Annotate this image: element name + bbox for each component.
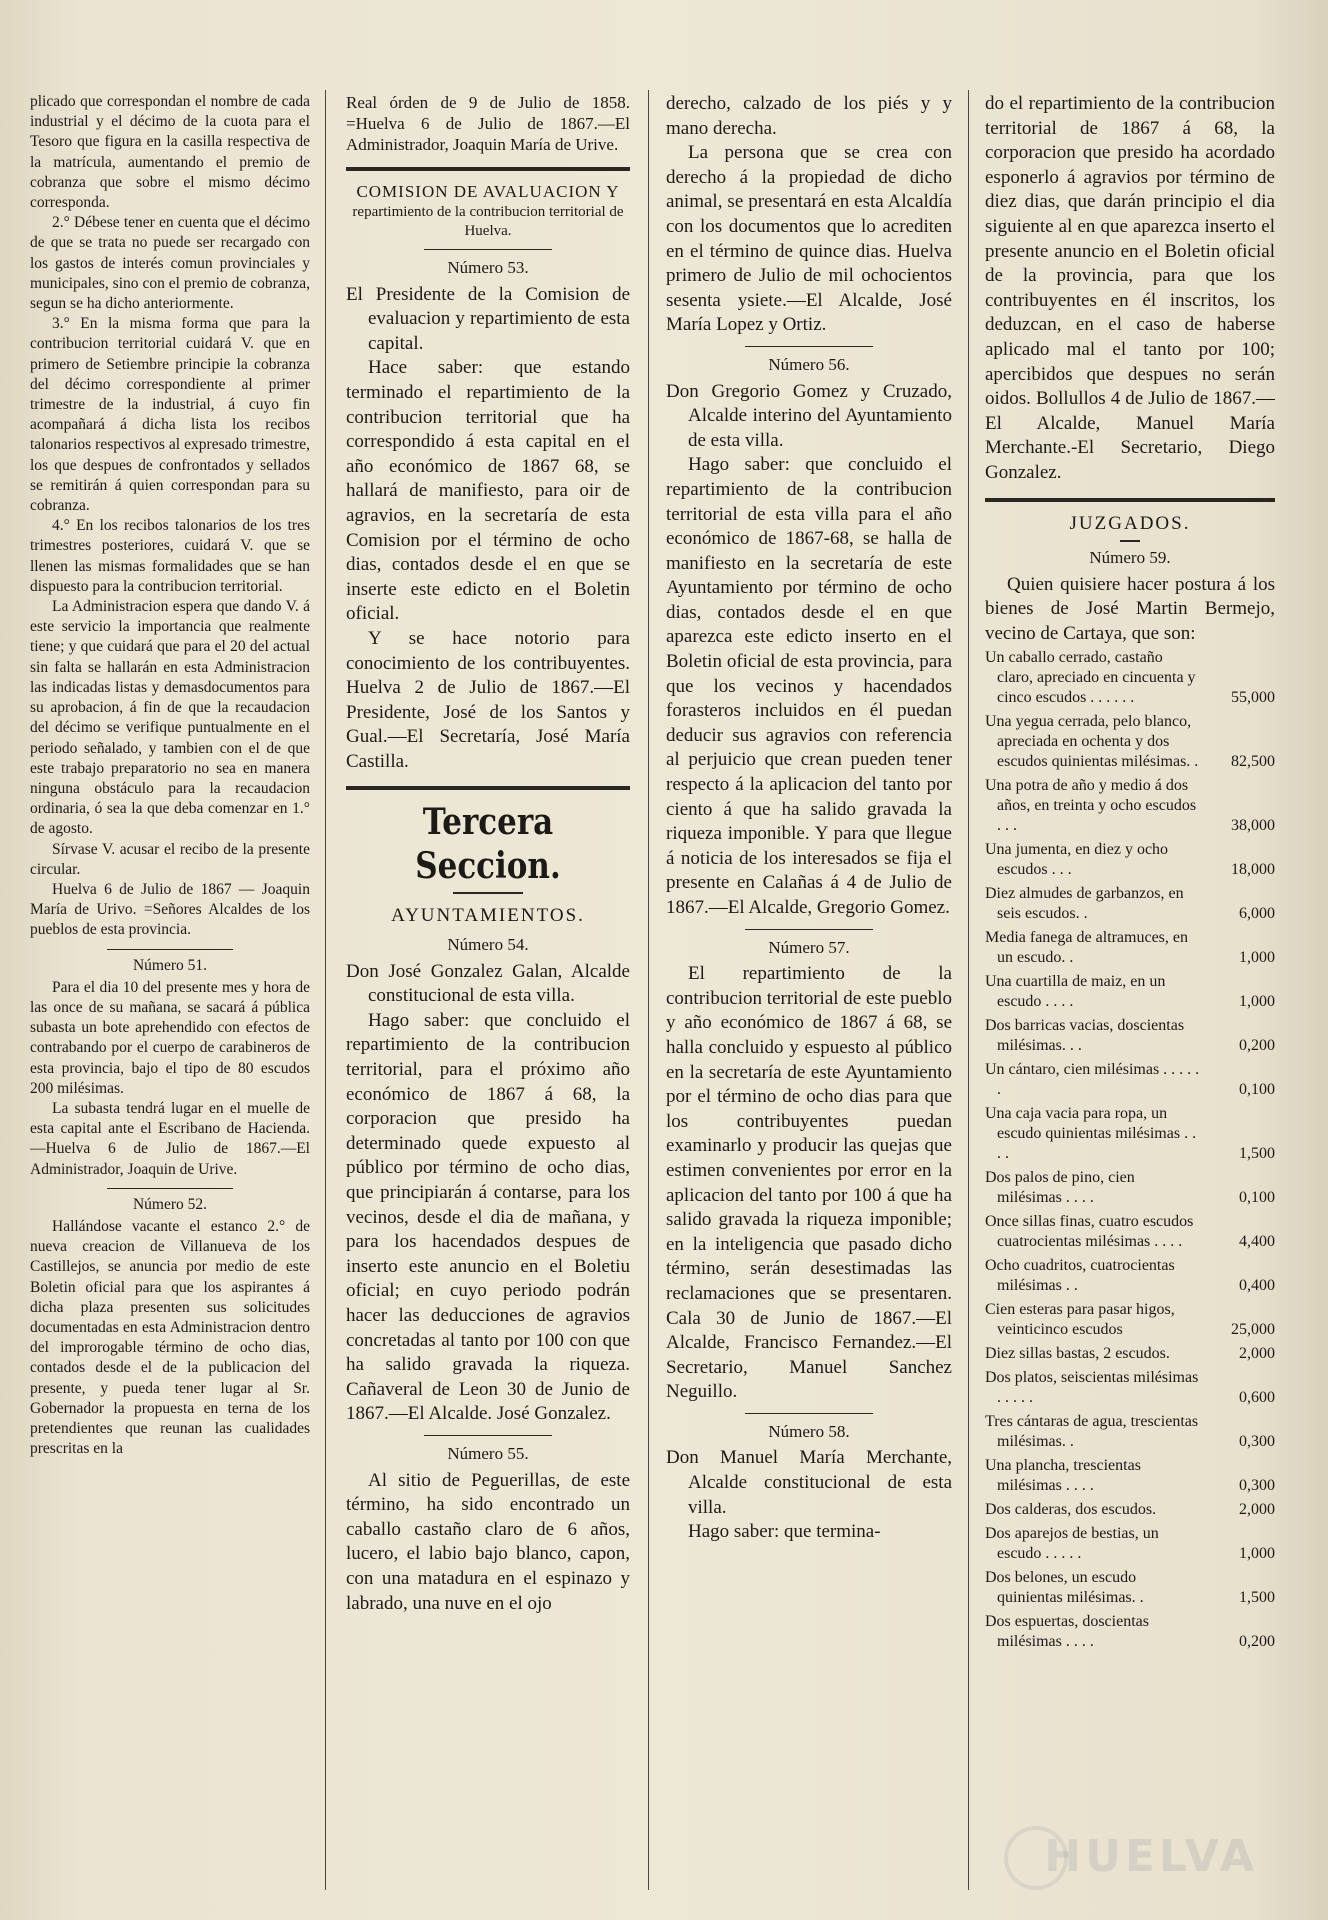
inventory-item <box>985 1300 1275 1340</box>
item-description: Once sillas finas, cuatro escudos cuatrocientas milésimas . . . . <box>985 1213 1194 1251</box>
paragraph: do el repartimiento de la contribucion territorial de 1867 á 68, la corporacion que presido ha acordado esponerlo á agravios por término de diez dias, que darán principio el dia siguiente al en que aparezca inserto el presente anuncio en el Boletin oficial de la provincia, para que los contribuyentes en él inscritos, los deduzcan, en el caso de haberse aplicado mal el tanto por 100; apercibidos que despues no serán oidos. Bollullos 4 de Julio de 1867.—El Alcalde, Manuel María Merchante.-El Secretario, Diego Gonzalez. <box>985 93 1275 483</box>
paragraph: La subasta tendrá lugar en el muelle de esta capital ante el Escribano de Hacienda.—Huelva 6 de Julio de 1867.—El Administrador, Joaquin de Urive. <box>30 1099 310 1178</box>
inventory-item <box>985 1060 1275 1100</box>
paragraph: Sírvase V. acusar el recibo de la presente circular. <box>30 840 310 878</box>
inventory-item <box>985 1456 1275 1496</box>
item-description: Dos palos de pino, cien milésimas . . . . <box>985 1169 1135 1207</box>
notice-number: Número 52. <box>132 1195 208 1213</box>
item-description: Dos aparejos de bestias, un escudo . . . . . <box>985 1525 1159 1563</box>
item-description: Diez almudes de garbanzos, en seis escudos. . <box>985 885 1184 923</box>
paragraph: Hace saber: que estando terminado el repartimiento de la contribucion territorial que ha correspondido á esta capital en el año económico de 1867 68, se hallará de manifiesto, para oir de agravios, en la secretaría de esta Comision por el término de ocho dias, contados desde el en que se inserte este edicto en el Boletin oficial. <box>346 357 630 625</box>
separator <box>107 949 233 950</box>
inventory-item <box>985 1524 1275 1564</box>
item-value: 25,000 <box>1231 1321 1275 1339</box>
column-2 <box>346 92 630 1862</box>
ornament <box>453 892 523 894</box>
column-1 <box>30 92 310 1862</box>
inventory-item <box>985 776 1275 836</box>
item-description: Ocho cuadritos, cuatrocientas milésimas . . <box>985 1257 1175 1295</box>
paragraph: derecho, calzado de los piés y y mano derecha. <box>666 93 952 139</box>
thick-rule <box>346 167 630 171</box>
item-description: Dos calderas, dos escudos. <box>985 1501 1157 1519</box>
item-description: Cien esteras para pasar higos, veinticinco escudos <box>985 1301 1175 1339</box>
item-value: 2,000 <box>1239 1345 1275 1363</box>
item-value: 0,300 <box>1239 1477 1275 1495</box>
separator <box>745 929 874 930</box>
notice-number: Número 58. <box>768 1421 850 1441</box>
item-description: Un caballo cerrado, castaño claro, apreciado en cincuenta y cinco escudos . . . . . . <box>985 649 1196 707</box>
item-value: 0,200 <box>1239 1633 1275 1651</box>
inventory-item <box>985 1256 1275 1296</box>
item-value: 55,000 <box>1231 689 1275 707</box>
paragraph: Quien quisiere hacer postura á los bienes de José Martin Bermejo, vecino de Cartaya, que son: <box>985 573 1275 644</box>
item-value: 0,600 <box>1239 1389 1275 1407</box>
inventory-item <box>985 972 1275 1012</box>
section-subheading: repartimiento de la contribucion territorial de Huelva. <box>352 204 624 239</box>
item-value: 0,100 <box>1239 1081 1275 1099</box>
item-description: Dos belones, un escudo quinientas milésimas. . <box>985 1569 1144 1607</box>
item-description: Dos barricas vacias, doscientas milésimas. . . <box>985 1017 1185 1055</box>
notice-number: Número 51. <box>132 956 208 974</box>
section-heading: COMISION DE AVALUACION Y <box>356 182 620 201</box>
inventory-item <box>985 1612 1275 1652</box>
inventory-item <box>985 648 1275 708</box>
column-4 <box>985 92 1275 1862</box>
notice-number: Número 55. <box>447 1443 529 1463</box>
separator <box>424 1435 552 1436</box>
item-description: Una cuartilla de maiz, en un escudo . . . . <box>985 973 1166 1011</box>
paragraph: La Administracion espera que dando V. á este servicio la importancia que realmente tiene; y que cuidará que para el 20 del actual sin falta se hallarán en esta Administracion las indicadas listas y demasdocumentos para su aprobacion, á fin de que la recaudacion del décimo se verifique puntualmente en el periodo señalado, y tambien con el de que este trabajo preparatorio no sea en manera ninguna obstáculo para la recaudacion ordinaria, ó sea la que deba comenzar en 1.° de agosto. <box>30 598 310 838</box>
inventory-item <box>985 1412 1275 1452</box>
item-value: 18,000 <box>1231 861 1275 879</box>
inventory-item <box>985 884 1275 924</box>
item-description: Tres cántaras de agua, trescientas milésimas. . <box>985 1413 1199 1451</box>
paragraph: 3.° En la misma forma que para la contribucion territorial cuidará V. que en primero de Setiembre principie la cobranza del décimo correspondiente al primer trimestre de la industrial, á cuyo fin acompañará á dicha lista los recibos talonarios respectivos al expresado trimestre, los que despues de confrontados y sellados se remitirán á quien correspondan para su cobranza. <box>30 315 310 515</box>
paragraph: Real órden de 9 de Julio de 1858. =Huelva 6 de Julio de 1867.—El Administrador, Joaquin María de Urive. <box>346 93 630 154</box>
item-value: 0,100 <box>1239 1189 1275 1207</box>
column-divider <box>648 90 649 1890</box>
section-subheading: AYUNTAMIENTOS. <box>391 905 585 927</box>
paragraph: Para el dia 10 del presente mes y hora de las once de su mañana, se sacará á pública subasta un bote aprehendido con efectos de contrabando por el cuerpo de carabineros de esta provincia, bajo el tipo de 80 escudos 200 milésimas. <box>30 978 310 1097</box>
item-description: Diez sillas bastas, 2 escudos. <box>985 1345 1170 1363</box>
column-divider <box>325 90 326 1890</box>
paragraph: 4.° En los recibos talonarios de los tres trimestres posteriores, cuidará V. que se llenen las mismas formalidades que se han dispuesto para la contribucion territorial. <box>30 517 310 595</box>
inventory-item <box>985 1500 1275 1520</box>
inventory-item <box>985 712 1275 772</box>
watermark: HUELVA <box>1044 1831 1258 1882</box>
item-value: 0,200 <box>1239 1037 1275 1055</box>
notice-number: Número 56. <box>768 354 850 374</box>
item-value: 1,000 <box>1239 993 1275 1011</box>
item-description: Una potra de año y medio á dos años, en treinta y ocho escudos . . . <box>985 777 1197 835</box>
notice-number: Número 54. <box>447 935 529 955</box>
inventory-item <box>985 1568 1275 1608</box>
paragraph: Hago saber: que termina- <box>688 1521 881 1543</box>
inventory-item <box>985 1368 1275 1408</box>
separator <box>745 346 874 347</box>
notice-number: Número 53. <box>447 258 529 277</box>
notice-number: Número 59. <box>1089 548 1171 568</box>
column-3 <box>666 92 952 1862</box>
paragraph: El Presidente de la Comision de evaluacion y repartimiento de esta capital. <box>346 283 630 354</box>
item-description: Una jumenta, en diez y ocho escudos . . . <box>985 841 1169 879</box>
separator <box>424 249 552 250</box>
paragraph: La persona que se crea con derecho á la propiedad de dicho animal, se presentará en esta Alcaldía con los documentos que lo acrediten en el término de quince dias. Huelva primero de Julio de mil ochocientos sesenta ysiete.—El Alcalde, José María Lopez y Ortiz. <box>666 142 952 336</box>
paragraph: Hago saber: que concluido el repartimiento de la contribucion territorial de esta villa para el año económico de 1867-68, se halla de manifiesto en la secretaría de este Ayuntamiento por término de ocho dias, contados desde el en que aparezca este edicto inserto en el Boletin oficial de esta provincia, para que los vecinos y hacendados forasteros incluidos en él puedan deducir sus agravios con referencia al perjuicio que crean pueden tener respecto á la aplicacion del tanto por ciento á que ha salido gravada la riqueza imponible. Y para que llegue á noticia de los interesados se fija el presente en Calañas á 4 de Julio de 1867.—El Alcalde, Gregorio Gomez. <box>666 454 952 918</box>
item-description: Una plancha, trescientas milésimas . . . . <box>985 1457 1141 1495</box>
paragraph: Don José Gonzalez Galan, Alcalde constitucional de esta villa. <box>346 960 630 1007</box>
paragraph: 2.° Débese tener en cuenta que el décimo de que se trata no puede ser recargado con los gastos de interés comun provinciales y municipales, sino con el premio de cobranza, segun se ha dicho anteriormente. <box>30 214 310 313</box>
section-subheading: JUZGADOS. <box>1069 512 1191 534</box>
item-description: Dos platos, seiscientas milésimas . . . . . <box>985 1369 1199 1407</box>
inventory-item <box>985 1344 1275 1364</box>
thick-rule <box>985 498 1275 502</box>
item-value: 4,400 <box>1239 1233 1275 1251</box>
item-value: 82,500 <box>1231 753 1275 771</box>
inventory-item <box>985 1212 1275 1252</box>
inventory-item <box>985 1016 1275 1056</box>
paragraph: Don Manuel María Merchante, Alcalde constitucional de esta villa. <box>666 1447 952 1518</box>
ornament <box>1120 540 1140 542</box>
item-value: 1,000 <box>1239 1545 1275 1563</box>
separator <box>107 1188 233 1189</box>
inventory-item <box>985 840 1275 880</box>
item-value: 1,500 <box>1239 1145 1275 1163</box>
paragraph: El repartimiento de la contribucion territorial de este pueblo y año económico de 1867 á 68, se halla concluido y espuesto al público en la secretaría de este Ayuntamiento por el término de ocho dias para que los contribuyentes puedan examinarlo y producir las quejas que estimen convenientes por error en la aplicacion del tanto por 100 á que ha salido gravada la riqueza imponible; en la inteligencia que pasado dicho término, serán desestimadas las reclamaciones que se presentaren. Cala 30 de Junio de 1867.—El Alcalde, Francisco Fernandez.—El Secretario, Manuel Sanchez Neguillo. <box>666 963 952 1403</box>
item-value: 1,500 <box>1239 1589 1275 1607</box>
column-divider <box>968 90 969 1890</box>
item-description: Una yegua cerrada, pelo blanco, apreciada en ochenta y dos escudos quinientas milésimas. . <box>985 713 1199 771</box>
paragraph: Hago saber: que concluido el repartimiento de la contribucion territorial, para el próximo año económico de 1867 á 68, la corporacion que presido ha determinado quede expuesto al público por término de ocho dias, que principiarán á contarse, para los vecinos, desde el dia de mañana, y para los hacendados despues de inserto este anuncio en el Boletiu oficial; en cuyo periodo podrán hacer las deducciones de agravios concretadas al tanto por 100 con que ha salido gravada la riqueza. Cañaveral de Leon 30 de Junio de 1867.—El Alcalde. José Gonzalez. <box>346 1009 630 1425</box>
paragraph: Y se hace notorio para conocimiento de los contribuyentes. Huelva 2 de Julio de 1867.—El Presidente, José de los Santos y Gual.—El Secretaría, José María Castilla. <box>346 627 630 772</box>
paragraph: Don Gregorio Gomez y Cruzado, Alcalde interino del Ayuntamiento de esta villa. <box>666 380 952 451</box>
separator <box>745 1413 874 1414</box>
item-value: 2,000 <box>1239 1501 1275 1519</box>
item-value: 38,000 <box>1231 817 1275 835</box>
paragraph: Al sitio de Peguerillas, de este término, ha sido encontrado un caballo castaño claro de 6 años, lucero, el labio bajo blanco, capon, con una matadura en el espinazo y labrado, una nuve en el ojo <box>346 1469 630 1614</box>
item-value: 6,000 <box>1239 905 1275 923</box>
inventory-item <box>985 928 1275 968</box>
item-description: Un cántaro, cien milésimas . . . . . . <box>985 1061 1200 1099</box>
section-title: Tercera Seccion. <box>415 801 561 888</box>
thick-rule <box>346 786 630 790</box>
paragraph: plicado que correspondan el nombre de cada industrial y el décimo de la cuota para el Tesoro que figura en la casilla respectiva de la matrícula, aumentando el premio de cobranza que sobre el mismo décimo corresponda. <box>30 93 310 212</box>
item-description: Una caja vacia para ropa, un escudo quinientas milésimas . . . . <box>985 1105 1197 1163</box>
inventory-item <box>985 1104 1275 1164</box>
notice-number: Número 57. <box>768 937 850 957</box>
paragraph: Huelva 6 de Julio de 1867 — Joaquin María de Urivo. =Señores Alcaldes de los pueblos de esta provincia. <box>30 880 310 939</box>
item-value: 0,300 <box>1239 1433 1275 1451</box>
item-value: 0,400 <box>1239 1277 1275 1295</box>
inventory-list <box>985 648 1275 1652</box>
item-value: 1,000 <box>1239 949 1275 967</box>
inventory-item <box>985 1168 1275 1208</box>
item-description: Dos espuertas, doscientas milésimas . . . . <box>985 1613 1149 1651</box>
item-description: Media fanega de altramuces, en un escudo. . <box>985 929 1189 967</box>
paragraph: Hallándose vacante el estanco 2.° de nueva creacion de Villanueva de los Castillejos, se anuncia por medio de este Boletin oficial para que los aspirantes á dicha plaza presenten sus solicitudes documentadas en esta Administracion dentro del improrogable término de ocho dias, contados desde el de la publicacion del presente, y pueda tener lugar al Sr. Gobernador la propuesta en terna de los pretendientes que reunan las cualidades prescritas en la <box>30 1217 310 1458</box>
